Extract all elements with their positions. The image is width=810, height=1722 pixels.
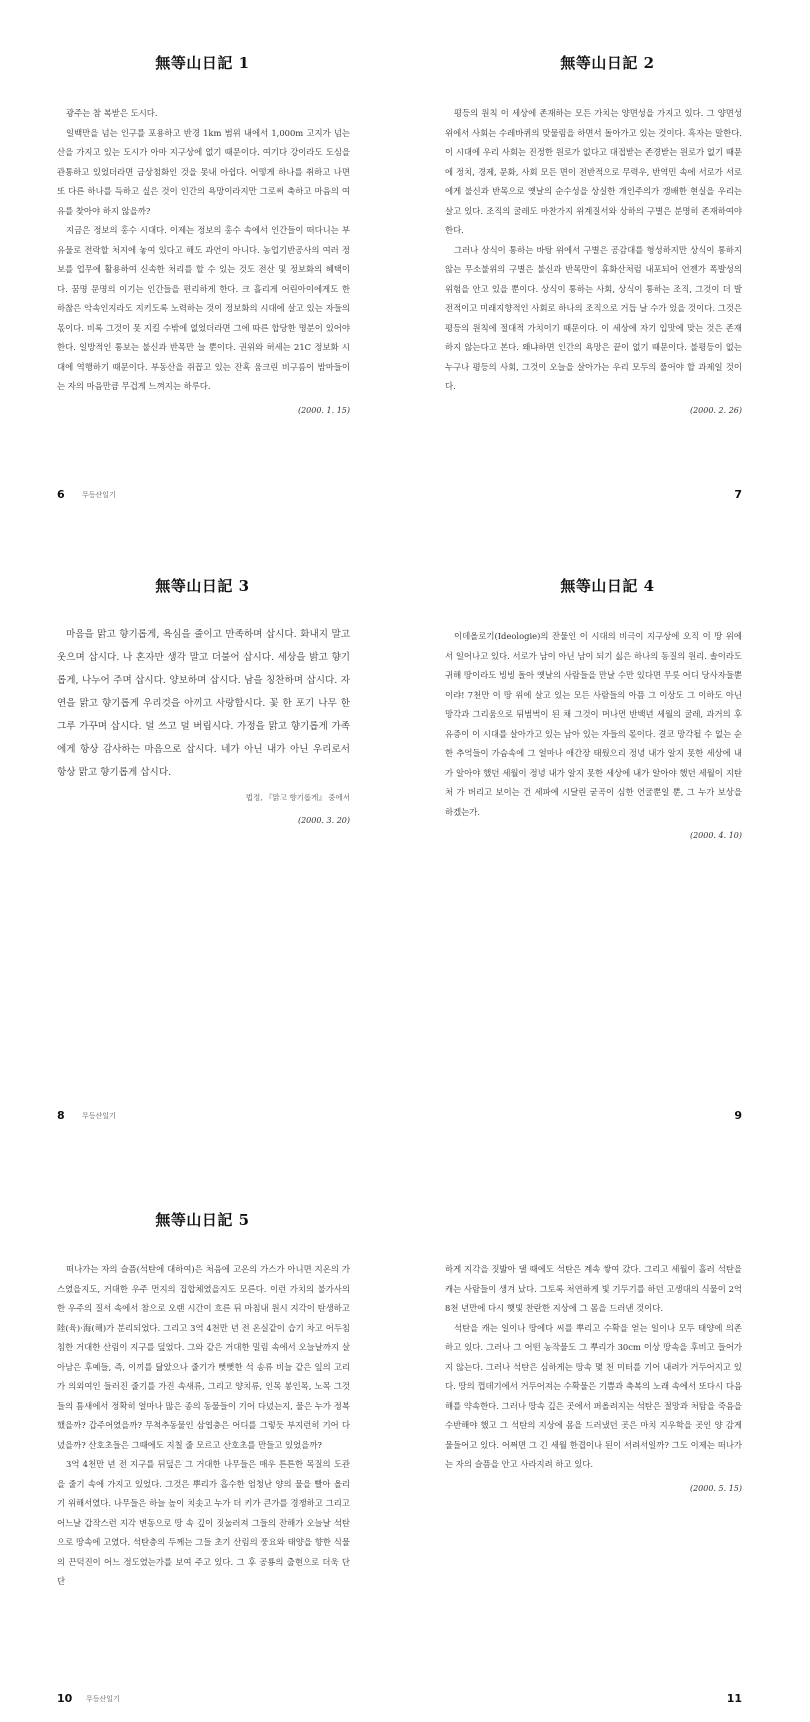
page-6 bbox=[0, 0, 405, 565]
paragraph: 그러나 상식이 통하는 바탕 위에서 구별은 공감대를 형성하지만 상식이 통하지 않는 무소불위의 구별은 불신과 반목만이 휴화산처럼 내포되어 언젠가 폭발성의 위험을 안고 있을 뿐이다. 상식이 통하는 사회, 상식이 통하는 조직, 그것이 더 발전적이고 미래지향적인 사회로 하나의 조직으로 거듭 날 수가 있을 것이다. 그것은 평등의 원칙에 절대적 가치이기 때문이다. 이 세상에 자기 입맛에 맞는 것은 존재하지 않는다고 본다. 왜냐하면 인간의 욕망은 끝이 없기 때문이다. 불평등이 없는 누구나 평등의 사회, 그것이 오늘을 살아가는 우리 모두의 풀어야 할 과제일 것이다. bbox=[445, 244, 742, 391]
page-title: 無等山日記 3 bbox=[155, 577, 250, 595]
page-number: 11 bbox=[726, 1692, 742, 1705]
page-11 bbox=[405, 1160, 810, 1722]
running-head: 무등산일기 bbox=[82, 1112, 116, 1120]
paragraph: 3억 4천만 년 전 지구를 뒤덮은 그 거대한 나무들은 매우 튼튼한 목질의 도관을 줄기 속에 가지고 있었다. 그것은 뿌리가 흡수한 엄청난 양의 물을 빨아 올리기 위해서였다. 나무들은 하늘 높이 치솟고 누가 더 키가 큰가를 경쟁하고 그리고 어느날 갑작스런 지각 변동으로 땅 속 깊이 짓눌러져 그들의 잔해가 오늘날 석탄으로 땅속에 고였다. 석탄층의 두께는 그들 초기 산림의 풍요와 태양을 향한 식물의 끈덕진이 어느 정도였는가를 보여 주고 있다. 그 후 공룡의 출현으로 더욱 단단 bbox=[57, 1459, 350, 1586]
page-number: 6 bbox=[57, 488, 65, 501]
paragraph: 광주는 참 복받은 도시다. bbox=[66, 108, 158, 118]
page-title: 無等山日記 2 bbox=[560, 54, 655, 72]
paragraph: 지금은 정보의 홍수 시대다. 이제는 정보의 홍수 속에서 인간들이 떠다니는 부유물로 전락할 처지에 놓여 있다고 해도 과언이 아니다. 농업기반공사의 여러 정보를 업무에 활용하여 신속한 처리를 할 수 있는 것도 전산 및 정보화의 혜택이다. 꿈명 문명의 이기는 인간들을 편리하게 한다. 크 흘리게 어린아이에게도 한 하찮은 악속인지라도 지키도록 노력하는 것이 정보화의 시대에 살고 있는 자들의 몫이다. 비록 그것이 못 지킬 수밖에 없었더라면 그에 따른 합당한 명분이 있어야 한다. 일방적인 통보는 불신과 반목만 늘 뿐이다. 권위와 허세는 21C 정보화 시대에 역행하기 때문이다. 부동산을 쥐꼽고 있는 잔혹 움크린 비구름이 밤마들이는 자의 마음만큼 무겁게 느껴지는 하루다. bbox=[57, 225, 350, 391]
paragraph: 일백만을 넘는 인구를 포용하고 반경 1km 범위 내에서 1,000m 고지가 넘는 산을 가지고 있는 도시가 아마 지구상에 없기 때문이다. 여기다 강이라도 도심을 관통하고 있었더라면 금상첨화인 것을 못내 아쉽다. 어떻게 하나를 취하고 나면 또 다른 하나를 득하고 싶은 것이 인간의 욕망이라지만 그로써 축하고 마음의 여유를 찾아야 하지 않을까? bbox=[57, 127, 350, 216]
paragraph: 하게 지각을 짓밟아 댈 때에도 석탄은 계속 쌓여 갔다. 그리고 세월이 흘러 석탄을 캐는 사람들이 생겨 났다. 그토록 처연하게 빛 기두기를 하던 고생대의 식물이 2억 8천 년만에 다시 햇빛 찬란한 지상에 그 몸을 드러낸 것이다. bbox=[445, 1264, 742, 1313]
page-7 bbox=[405, 0, 810, 565]
entry-date: (2000. 2. 26) bbox=[689, 405, 742, 415]
entry-date: (2000. 3. 20) bbox=[297, 816, 350, 825]
page-9 bbox=[405, 575, 810, 1140]
body-text bbox=[445, 1260, 742, 1498]
body-text bbox=[57, 1260, 350, 1592]
body-text bbox=[57, 623, 350, 832]
paragraph: 평등의 원칙 이 세상에 존재하는 모든 가치는 양면성을 가지고 있다. 그 양면성 위에서 사회는 수레바퀴의 맞물림을 하면서 돌아가고 있는 것이다. 흑자는 말한다. 이 시대에 우리 사회는 진정한 원로가 없다고 대접받는 존경받는 원로가 없기 때문에 정치, 경제, 문화, 사회 모든 면이 전반적으로 무력우, 반역민 속에 서로가 서로에게 불신과 반목으로 옛날의 순수성을 상실한 개인주의가 갱배한 현실을 우리는 살고 있다. 조직의 굴레도 마찬가지 위계질서와 상하의 구별은 분명히 존재하여야 한다. bbox=[445, 108, 742, 235]
running-head: 무등산일기 bbox=[82, 491, 116, 499]
page-number: 8 bbox=[57, 1109, 65, 1122]
page-8 bbox=[0, 575, 405, 1140]
entry-date: (2000. 1. 15) bbox=[297, 405, 350, 415]
paragraph: 이데올로기(Ideologie)의 잔물인 이 시대의 비극이 지구상에 오직 이 땅 위에서 일어나고 있다. 서로가 남이 아닌 남이 되기 싫은 하나의 동질의 원리. 솔이라도 귀해 땅이라도 빙빙 돌아 옛날의 사람들을 만날 수만 있다면 무릇 어디 당사자들뿐이랴! 7천만 이 땅 위에 살고 있는 모든 사람들의 아픔 그 이상도 그 이하도 아닌 망각과 그리움으로 뒤범벅이 된 채 그것이 머나먼 반백년 세월의 굴레, 과거의 후유증이 이 시대를 살아가고 있는 남아 있는 자들의 몫이다. 결코 망각될 수 없는 순한 추억들이 가슴속에 그 얼마나 애간장 태웠으리 정녕 내가 알지 못한 세상에 내가 알아야 했던 세월이 정녕 내가 알지 못한 세상에 내가 알아야 했던 세월이 지탄처 가 버리고 보이는 건 세파에 시달린 굳곡이 심한 언굴뿐일 뿐, 그 누가 보상을 하겠는가. bbox=[445, 631, 742, 817]
paragraph: 석탄을 캐는 일이나 땅에다 씨를 뿌리고 수확을 얻는 일이나 모두 태양에 의존하고 있다. 그러나 그 어떤 농작물도 그 뿌리가 30cm 이상 땅속을 후비고 들어가지 않는다. 그러나 석탄은 심하게는 땅속 몇 천 미터를 기어 내려가 거두어지고 있다. 땅의 껍데기에서 거두어져는 수확물은 기쁨과 축복의 노래 속에서 또다시 다음 해를 약속한다. 그러나 땅속 깊은 곳에서 퍼올려지는 석탄은 절망과 처탐을 죽음을 수반해야 했고 그 석탄의 지상에 몸을 드러냈던 곳은 마치 지우학을 곳인 양 감게 물들어고 있다. 어쩌면 그 긴 세월 한겹이나 된이 서려서일까? 그도 이제는 떠나가는 자의 슬픔을 안고 사라지려 하고 있다. bbox=[445, 1322, 742, 1469]
page-title: 無等山日記 4 bbox=[560, 577, 655, 595]
body-text bbox=[445, 627, 742, 846]
page-title: 無等山日記 5 bbox=[155, 1211, 250, 1229]
paragraph: 떠나가는 자의 슬픔(석탄에 대하여)은 처음에 고온의 가스가 아니면 지온의 가스였을지도, 거대한 우주 먼지의 집합체였을지도 모른다. 이런 가치의 불가사의한 우주의 질서 속에서 참으로 오랜 시간이 흐른 뒤 마침내 원시 지각이 탄생하고 陸(육)·海(해)가 분리되었다. 그리고 3억 4천만 년 전 온실같이 습기 차고 어두침침한 거대한 산림이 지구를 덮었다. 그와 같은 거대한 밀림 속에서 오늘날까지 살아남은 후예들, 즉, 이끼를 닮았으나 줄기가 뻣뻣한 석 송류 비늘 같은 잎의 고리가 의외여인 들러진 줄기를 가진 속새류, 그리고 양치류, 인목 봉인목, 노목 그것들의 틈새에서 정확히 얼마나 많은 종의 동물들이 기어 다녔는지, 물은 누가 정복했을까? 갑주어였을까? 무척추동물인 삼엽충은 어디를 그렇듯 부지런히 기어 다녔을까? 산호초들은 그때에도 지칠 줄 모르고 산호초를 만들고 있었을까? bbox=[57, 1264, 350, 1450]
page-number: 7 bbox=[734, 488, 742, 501]
body-text bbox=[57, 104, 350, 420]
page-title: 無等山日記 1 bbox=[155, 54, 250, 72]
running-head: 무등산일기 bbox=[86, 1695, 120, 1703]
paragraph: 마음을 맑고 향기롭게, 욕심을 줄이고 만족하며 삽시다. 화내지 말고 웃으며 삽시다. 나 혼자만 생각 말고 더불어 삽시다. 세상을 밝고 향기롭게, 나누어 주며 삽시다. 양보하며 삽시다. 남을 칭찬하며 삽시다. 자연을 맑고 향기롭게 우리것을 아끼고 사랑합시다. 꽃 한 포기 나무 한 그루 가꾸며 삽시다. 덜 쓰고 덜 버립시다. 가정을 맑고 향기롭게 가족에게 항상 감사하는 마음으로 삽시다. 네가 아닌 내가 아닌 우리로서 항상 맑고 향기롭게 삽시다. bbox=[57, 629, 350, 778]
body-text bbox=[445, 104, 742, 420]
entry-date: (2000. 5. 15) bbox=[689, 1483, 742, 1493]
quote-source: 법정, 『맑고 향기롭게』 중에서 bbox=[245, 793, 350, 802]
page-number: 9 bbox=[734, 1109, 742, 1122]
entry-date: (2000. 4. 10) bbox=[689, 831, 742, 840]
page-10 bbox=[0, 1160, 405, 1722]
page-number: 10 bbox=[57, 1692, 73, 1705]
